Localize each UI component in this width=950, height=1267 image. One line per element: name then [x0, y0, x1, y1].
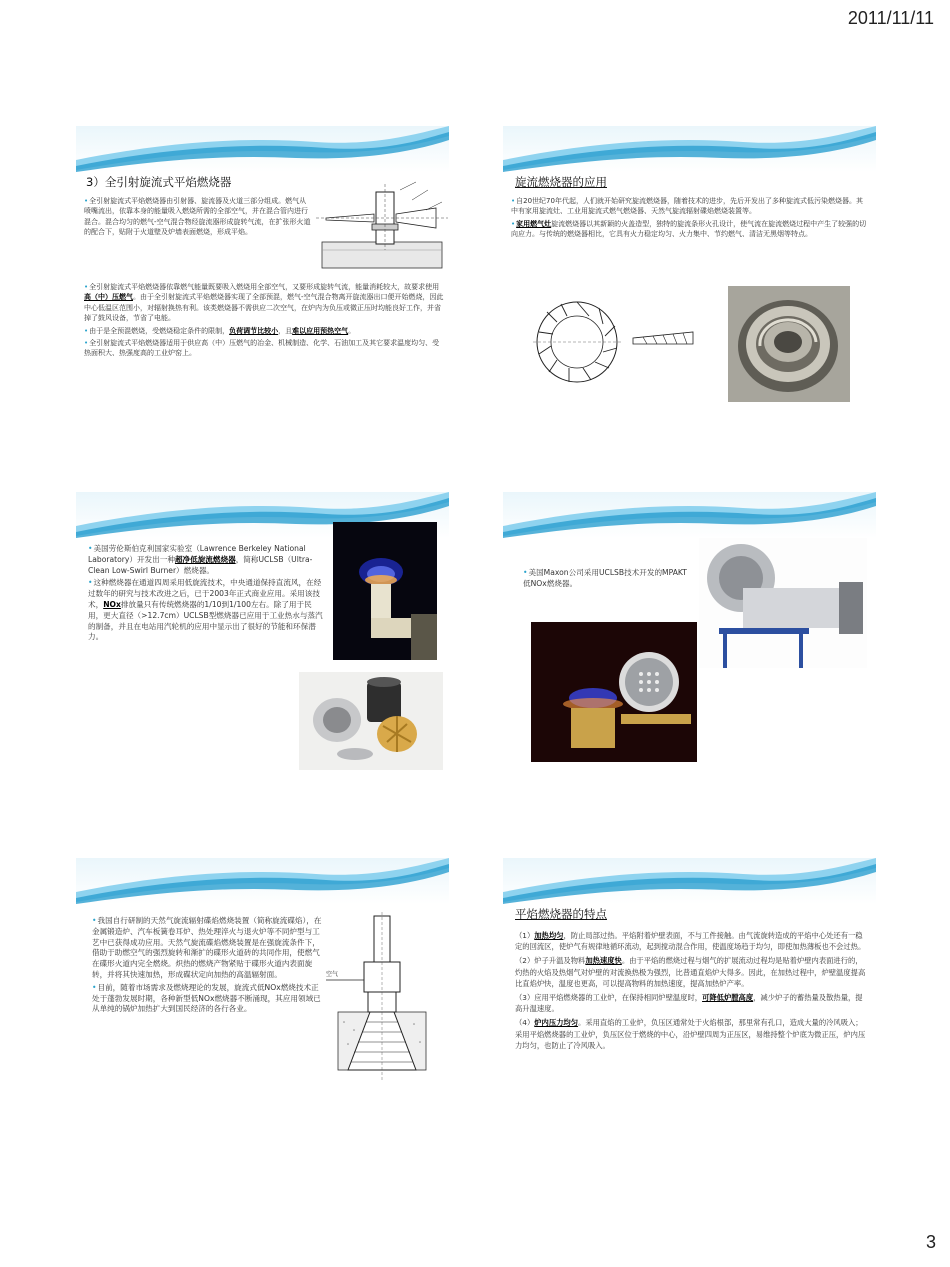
page-date: 2011/11/11 — [847, 8, 934, 28]
bullet-paragraph: • 目前，随着市场需求及燃烧理论的发展，旋流式低NOx燃烧技术正处于蓬勃发展时期，各种新型低NOx燃烧器不断涌现，其应用领域已从单纯的锅炉加热扩大到国民经济的各行各业。 — [92, 983, 326, 1015]
svg-text:空气: 空气 — [326, 971, 339, 978]
feature-paragraph: （2）炉子升温及物料加热速度快。由于平焰的燃烧过程与烟气的扩展流动过程均是贴着炉壁内表面进行的，灼热的火焰及热烟气对炉壁的对流换热极为强烈，比普通直焰炉大得多。因此，在加热过程中，炉壁温度提高比直焰炉快，温度也更高，可以提高物料的加热速度，提高加热炉产率。 — [515, 956, 866, 988]
bullet-paragraph: • 全引射旋流式平焰燃烧器依靠燃气能量既要吸入燃烧用全部空气，又要形成旋转气流，能量消耗较大，故要求使用高（中）压燃气。由于全引射旋流式平焰燃烧器实现了全部预混，燃气-空气混合物离开旋流器出口便开始燃烧，因此中心低温区范围小，对辐射换热有利。该类燃烧器不需供应二次空气，在炉内为负压或微正压时均能良好工作，并省掉了鼓风设备，节省了电能。 — [84, 282, 444, 324]
header-wave-graphic — [503, 858, 876, 904]
header-wave-graphic — [76, 858, 449, 904]
slide-4[interactable] — [503, 492, 876, 773]
burner-cross-section-diagram — [316, 180, 448, 272]
slide-title: 平焰燃烧器的特点 — [515, 907, 607, 921]
bullet-paragraph: • 家用燃气灶旋流燃烧器以其新颖的火盖造型，独特的旋流条形火孔设计，使气流在旋流燃烧过程中产生了较强的切向应力。与传统的燃烧器相比，它具有火力稳定均匀、火力集中、节约燃气、清洁无黑烟等特点。 — [511, 219, 867, 240]
slide-text-block — [515, 930, 867, 1051]
bullet-paragraph: • 这种燃烧器在通道四周采用低旋流技术，中央通道保持直流风，在经过数年的研究与技术改进之后，已于2003年正式商业应用。采用该技术，NOx排放量只有传统燃烧器的1/10到1/100左右。除了用于民用，更大直径（>12.7cm）UCLSB型燃烧器已应用于工业热水与蒸汽的制备，并且在电站用汽轮机的应用中显示出了很好的节能和环保潜力。 — [88, 578, 324, 643]
slide-5[interactable] — [76, 858, 449, 1139]
slide-text-block — [88, 544, 324, 645]
slide-text-block-1 — [84, 196, 312, 240]
bullet-paragraph: • 全引射旋流式平焰燃烧器适用于供应高（中）压燃气的冶金、机械制造、化学、石油加工及其它要求温度均匀、受热面积大、热强度高的工业炉窑上。 — [84, 338, 444, 359]
bullet-paragraph: • 由于是全预混燃烧，受燃烧稳定条件的限制，负荷调节比较小，且难以应用预热空气。 — [84, 326, 444, 336]
swirl-burner-cap-diagram — [533, 292, 703, 392]
slide-text-block — [511, 196, 867, 242]
slide-text-block — [92, 916, 326, 1017]
slide-2[interactable] — [503, 126, 876, 407]
low-nox-flame-photo — [531, 622, 697, 762]
bullet-paragraph: • 自20世纪70年代起，人们就开始研究旋流燃烧器，随着技术的进步，先后开发出了多种旋流式低污染燃烧器。其中有家用旋流灶、工业用旋流式燃气燃烧器、天然气旋流辐射碟焰燃烧装置等。 — [511, 196, 867, 217]
header-wave-graphic — [503, 126, 876, 172]
slide-1[interactable] — [76, 126, 449, 407]
slide-3[interactable] — [76, 492, 449, 773]
feature-paragraph: （3）应用平焰燃烧器的工业炉，在保持相同炉壁温度时，可降低炉膛高度，减少炉子的蓄热量及散热量，提高升温速度。 — [515, 993, 863, 1014]
bullet-paragraph: • 美国Maxon公司采用UCLSB技术开发的MPAKT低NOx燃烧器。 — [523, 568, 693, 590]
slide-text-block — [523, 568, 693, 592]
bullet-paragraph: • 全引射旋流式平焰燃烧器由引射器、旋流器及火道三部分组成。燃气从喷嘴流出，依靠本身的能量吸入燃烧所需的全部空气，并在混合管内进行混合。混合均匀的燃气-空气混合物经旋流器形成旋转气流，在扩张形火道的配合下，贴附于火道壁及炉墙表面燃烧，形成平焰。 — [84, 196, 312, 238]
slide-text-block-2 — [84, 282, 444, 361]
gas-stove-burner-photo — [728, 286, 850, 402]
header-wave-graphic — [503, 492, 876, 538]
feature-paragraph: （4）炉内压力均匀。采用直焰的工业炉，负压区通常处于火焰根部，那里常有孔口，造成大量的冷风吸入；采用平焰燃烧器的工业炉，负压区位于燃烧的中心，沿炉壁四周为正压区，易维持整个炉底为微正压，炉内压力均匀，也防止了冷风吸入。 — [515, 1018, 866, 1050]
bullet-paragraph: • 美国劳伦斯伯克利国家实验室（Lawrence Berkeley National Laboratory）开发出一种超净低旋流燃烧器，简称UCLSB（Ultra-Clean Low-Swirl Burner）燃烧器。 — [88, 544, 324, 576]
slide-6[interactable] — [503, 858, 876, 1139]
uclsb-flame-photo — [333, 522, 437, 660]
bullet-paragraph: • 我国自行研制的天然气旋流辐射碟焰燃烧装置（简称旋流碟焰），在金属锻造炉、汽车板簧卷耳炉、热处理淬火与退火炉等不同炉型与工艺中已获得成功应用。天然气旋流碟焰燃烧装置是在强旋流条件下，借助于助燃空气的强烈旋转和渐扩的碟形火道砖的共同作用，使燃气在碟形火道内完全燃烧。炽热的燃烧产物紧贴于碟形火道内表面旋转，并将其快速加热，形成碟状定向加热的高温辐射面。 — [92, 916, 326, 981]
slide-title: 3）全引射旋流式平焰燃烧器 — [86, 175, 232, 189]
slide-title: 旋流燃烧器的应用 — [515, 175, 607, 189]
swirl-disc-flame-burner-diagram — [324, 912, 436, 1084]
header-wave-graphic — [76, 126, 449, 172]
mpakt-burner-photo — [699, 538, 867, 668]
feature-paragraph: （1）加热均匀，防止局部过热。平焰附着炉壁表面，不与工件接触。由气流旋转造成的平焰中心处还有一稳定的回流区，使炉气有规律地循环流动，起到搅动混合作用，使温度场趋于均匀，即使加热薄板也不会过热。 — [515, 931, 866, 952]
burner-components-photo — [299, 672, 443, 770]
page-number: 3 — [925, 1232, 936, 1252]
